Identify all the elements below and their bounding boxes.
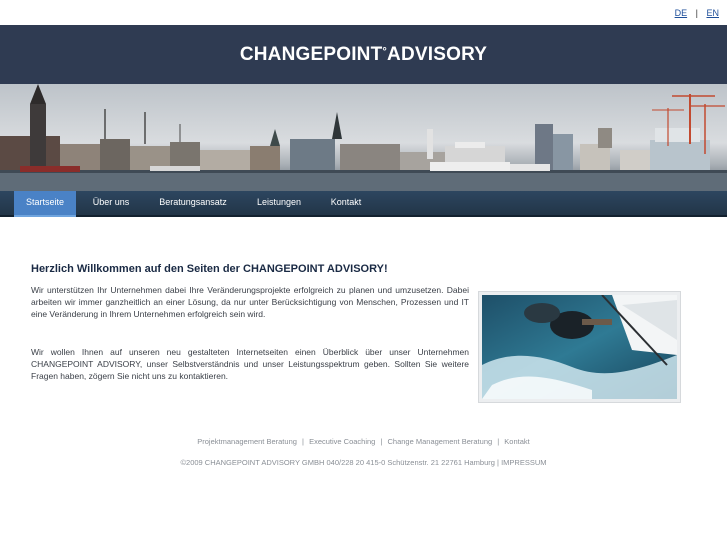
footer-link-kontakt[interactable]: Kontakt [504, 437, 530, 446]
logo-main-text: CHANGEPOINT [239, 43, 383, 65]
footer-separator: | [302, 437, 304, 446]
sailing-photo-illustration [482, 295, 677, 399]
main-navigation [0, 191, 727, 217]
footer-separator: | [380, 437, 383, 446]
language-switch [675, 8, 719, 18]
footer-links [0, 437, 727, 446]
site-logo[interactable] [240, 44, 487, 66]
hamburg-skyline-illustration [0, 84, 727, 191]
footer-link-projektmanagement[interactable]: Projektmanagement Beratung [197, 437, 297, 446]
nav-item-leistungen[interactable]: Leistungen [256, 197, 302, 207]
language-en-link[interactable]: EN [706, 8, 719, 18]
site-header [0, 25, 727, 84]
nav-item-beratungsansatz[interactable]: Beratungsansatz [159, 197, 227, 207]
footer-link-executive-coaching[interactable]: Executive Coaching [309, 437, 376, 446]
footer-separator: | [497, 437, 500, 446]
intro-paragraph: Wir unterstützen Ihr Unternehmen dabei Ihre Veränderungsprojekte erfolgreich zu planen und umzusetzen. Dabei arbeiten wir immer ganzheitlich an einer Lösung, da nur unter Berücksichtigung von Menschen, Prozessen und IT eine Veränderung in Ihrem Unternehmen erfolgreich sein wird. [31, 285, 469, 320]
footer-address: ©2009 CHANGEPOINT ADVISORY GMBH 040/228 20 415-0 Schützenstr. 21 22761 Hamburg | [180, 458, 499, 467]
header-banner-image [0, 84, 727, 191]
footer-link-change-management[interactable]: Change Management Beratung [387, 437, 493, 446]
logo-degree-mark: ° [382, 45, 388, 58]
footer-company-info [0, 458, 727, 467]
language-separator: | [695, 8, 698, 18]
sailing-photo [478, 291, 681, 403]
nav-item-startseite[interactable]: Startseite [14, 191, 76, 217]
nav-item-kontakt[interactable]: Kontakt [330, 197, 362, 207]
nav-item-ueber-uns[interactable]: Über uns [92, 197, 130, 207]
language-de-link[interactable]: DE [674, 8, 688, 18]
page-title: Herzlich Willkommen auf den Seiten der CHANGEPOINT ADVISORY! [31, 263, 388, 275]
footer-link-impressum[interactable]: IMPRESSUM [501, 458, 547, 467]
logo-secondary-text: ADVISORY [387, 43, 488, 65]
overview-paragraph: Wir wollen Ihnen auf unseren neu gestalteten Internetseiten einen Überblick über unser Unternehmen CHANGEPOINT ADVISORY, unser Selbstverständnis und unser Leistungsspektrum geben. Sollten Sie weitere Fragen haben, zögern Sie nicht uns zu kontaktieren. [31, 347, 469, 382]
